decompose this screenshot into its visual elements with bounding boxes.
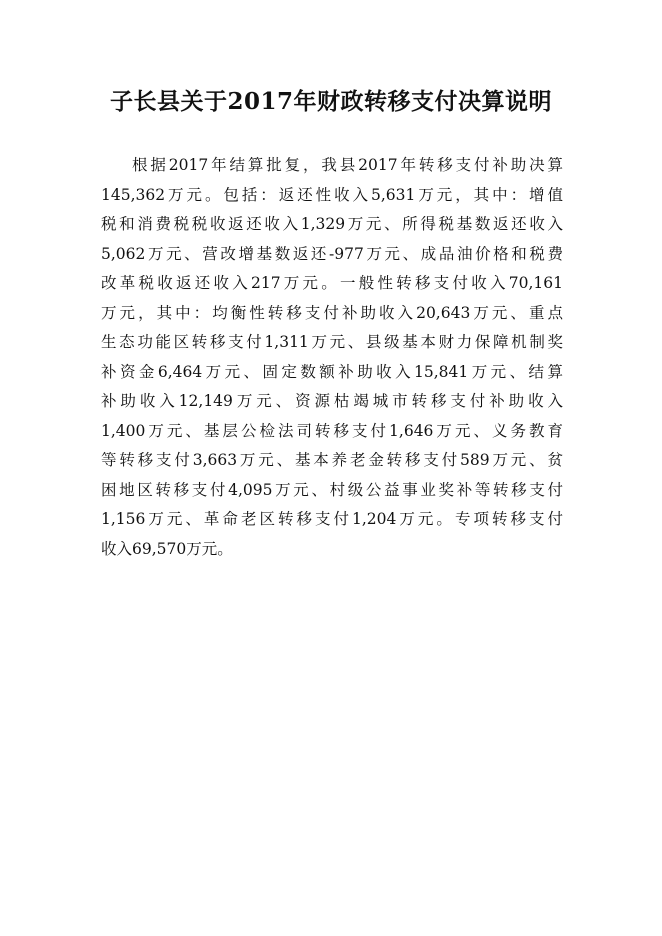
- paragraph-line: 补助收入12,149万元、资源枯竭城市转移支付补助收入: [101, 392, 563, 410]
- paragraph-line: 1,156万元、革命老区转移支付1,204万元。专项转移支付: [101, 510, 563, 528]
- paragraph-line: 生态功能区转移支付1,311万元、县级基本财力保障机制奖: [101, 333, 563, 351]
- paragraph-line: 困地区转移支付4,095万元、村级公益事业奖补等转移支付: [101, 480, 563, 499]
- paragraph-line: 补资金6,464万元、固定数额补助收入15,841万元、结算: [101, 362, 563, 381]
- paragraph-line: 1,400万元、基层公检法司转移支付1,646万元、义务教育: [101, 421, 563, 440]
- paragraph-line: 根据2017年结算批复，我县2017年转移支付补助决算: [132, 156, 563, 174]
- paragraph-line: 万元，其中：均衡性转移支付补助收入20,643万元、重点: [101, 303, 563, 322]
- body-paragraph: [101, 151, 563, 564]
- document-title: 子长县关于2017年财政转移支付决算说明: [109, 88, 552, 115]
- paragraph-line: 等转移支付3,663万元、基本养老金转移支付589万元、贫: [101, 451, 563, 469]
- paragraph-line: 5,062万元、营改增基数返还-977万元、成品油价格和税费: [101, 244, 563, 263]
- paragraph-line: 收入69,570万元。: [101, 539, 233, 558]
- paragraph-line: 税和消费税税收返还收入1,329万元、所得税基数返还收入: [101, 215, 563, 233]
- paragraph-line: 145,362万元。包括：返还性收入5,631万元，其中：增值: [101, 185, 563, 204]
- paragraph-line: 改革税收返还收入217万元。一般性转移支付收入70,161: [101, 274, 563, 292]
